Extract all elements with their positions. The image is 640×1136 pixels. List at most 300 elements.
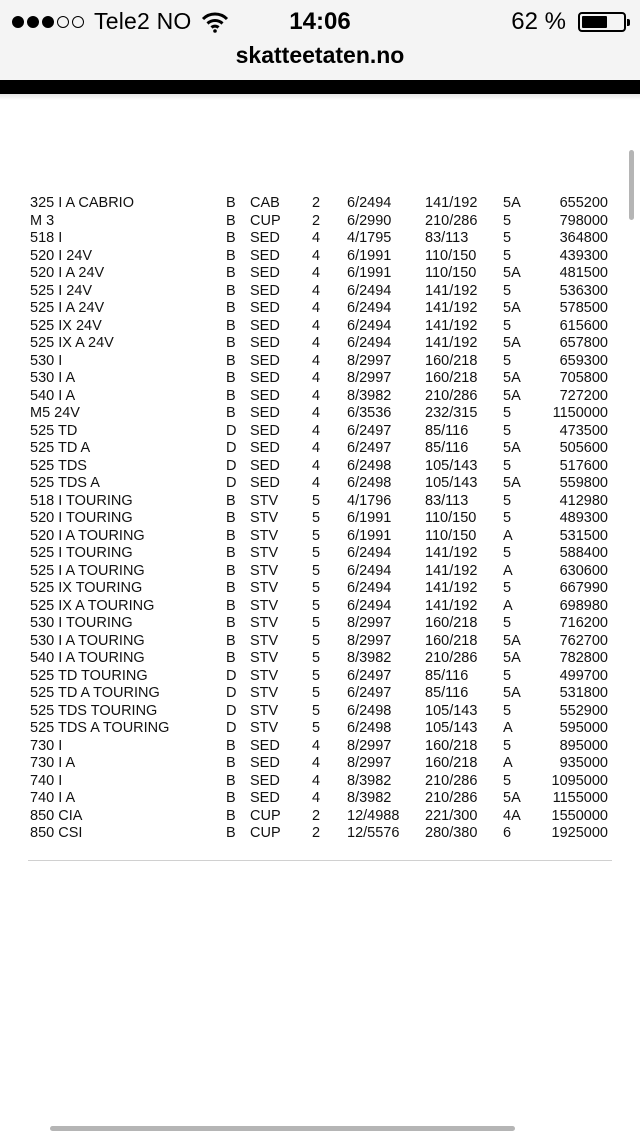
engine-cell: 8/2997 bbox=[347, 615, 392, 631]
model-cell: 540 I A bbox=[30, 387, 76, 404]
doors-cell: 4 bbox=[312, 352, 321, 369]
fuel-cell: B bbox=[226, 317, 236, 334]
model-cell: 730 I A bbox=[30, 755, 76, 771]
model-cell: 525 TDS TOURING bbox=[30, 702, 158, 719]
doors-cell: 4 bbox=[312, 335, 321, 351]
doors-cell: 5 bbox=[312, 580, 321, 596]
power-cell: 105/143 bbox=[425, 720, 478, 736]
table-row bbox=[30, 458, 610, 476]
gearbox-cell: 5A bbox=[503, 440, 521, 456]
price-cell: 762700 bbox=[559, 632, 608, 649]
power-cell: 210/286 bbox=[425, 212, 478, 229]
price-table bbox=[30, 195, 610, 843]
doors-cell: 5 bbox=[312, 492, 321, 509]
power-cell: 105/143 bbox=[425, 457, 478, 474]
price-cell: 659300 bbox=[559, 352, 608, 369]
fuel-cell: B bbox=[226, 580, 236, 596]
price-cell: 798000 bbox=[559, 212, 608, 229]
gearbox-cell: 5A bbox=[503, 387, 521, 404]
body-cell: STV bbox=[250, 702, 279, 719]
table-row bbox=[30, 738, 610, 756]
engine-cell: 6/2494 bbox=[347, 317, 392, 334]
gearbox-cell: 5 bbox=[503, 422, 512, 439]
table-row bbox=[30, 633, 610, 651]
fuel-cell: D bbox=[226, 702, 237, 719]
doors-cell: 4 bbox=[312, 317, 321, 334]
engine-cell: 6/1991 bbox=[347, 527, 392, 544]
fuel-cell: B bbox=[226, 615, 236, 631]
table-row bbox=[30, 388, 610, 406]
status-bar bbox=[0, 0, 640, 42]
gearbox-cell: 5A bbox=[503, 790, 521, 806]
doors-cell: 5 bbox=[312, 702, 321, 719]
price-cell: 481500 bbox=[559, 265, 608, 281]
gearbox-cell: 5A bbox=[503, 300, 521, 316]
model-cell: 525 I 24V bbox=[30, 282, 93, 299]
power-cell: 141/192 bbox=[425, 317, 478, 334]
body-cell: SED bbox=[250, 440, 280, 456]
model-cell: 740 I bbox=[30, 772, 63, 789]
gearbox-cell: 5A bbox=[503, 195, 521, 211]
gearbox-cell: A bbox=[503, 755, 513, 771]
fuel-cell: B bbox=[226, 300, 236, 316]
engine-cell: 6/2494 bbox=[347, 597, 392, 614]
engine-cell: 8/3982 bbox=[347, 790, 392, 806]
model-cell: 520 I A 24V bbox=[30, 265, 105, 281]
price-cell: 578500 bbox=[559, 300, 608, 316]
doors-cell: 2 bbox=[312, 195, 321, 211]
doors-cell: 4 bbox=[312, 475, 321, 491]
engine-cell: 6/3536 bbox=[347, 405, 392, 421]
power-cell: 160/218 bbox=[425, 755, 478, 771]
model-cell: 520 I TOURING bbox=[30, 510, 133, 526]
price-cell: 657800 bbox=[559, 335, 608, 351]
doors-cell: 4 bbox=[312, 387, 321, 404]
engine-cell: 8/3982 bbox=[347, 772, 392, 789]
engine-cell: 6/2497 bbox=[347, 422, 392, 439]
fuel-cell: B bbox=[226, 597, 236, 614]
price-cell: 698980 bbox=[559, 597, 608, 614]
model-cell: 530 I A TOURING bbox=[30, 632, 145, 649]
table-row bbox=[30, 335, 610, 353]
doors-cell: 4 bbox=[312, 772, 321, 789]
table-row bbox=[30, 213, 610, 231]
table-row bbox=[30, 510, 610, 528]
power-cell: 210/286 bbox=[425, 772, 478, 789]
doors-cell: 2 bbox=[312, 212, 321, 229]
fuel-cell: B bbox=[226, 335, 236, 351]
engine-cell: 6/2494 bbox=[347, 562, 392, 579]
model-cell: 525 IX 24V bbox=[30, 317, 102, 334]
power-cell: 210/286 bbox=[425, 790, 478, 806]
table-row bbox=[30, 318, 610, 336]
engine-cell: 6/2494 bbox=[347, 335, 392, 351]
body-cell: STV bbox=[250, 720, 279, 736]
power-cell: 110/150 bbox=[425, 265, 477, 281]
doors-cell: 4 bbox=[312, 282, 321, 299]
table-row bbox=[30, 405, 610, 423]
fuel-cell: D bbox=[226, 685, 237, 701]
body-cell: CUP bbox=[250, 825, 281, 841]
model-cell: 525 TDS A bbox=[30, 475, 100, 491]
body-cell: SED bbox=[250, 475, 280, 491]
vertical-scrollbar[interactable] bbox=[629, 150, 634, 220]
table-row bbox=[30, 563, 610, 581]
model-cell: 525 IX A 24V bbox=[30, 335, 114, 351]
body-cell: STV bbox=[250, 527, 279, 544]
battery-percentage: 62 % bbox=[511, 8, 566, 35]
engine-cell: 8/2997 bbox=[347, 370, 392, 386]
price-cell: 727200 bbox=[559, 387, 608, 404]
model-cell: 525 IX A TOURING bbox=[30, 597, 155, 614]
engine-cell: 8/2997 bbox=[347, 737, 392, 754]
table-row bbox=[30, 755, 610, 773]
model-cell: 525 TD A bbox=[30, 440, 91, 456]
engine-cell: 4/1795 bbox=[347, 230, 392, 246]
fuel-cell: B bbox=[226, 790, 236, 806]
model-cell: 530 I bbox=[30, 352, 63, 369]
doors-cell: 4 bbox=[312, 737, 321, 754]
gearbox-cell: 5 bbox=[503, 772, 512, 789]
doors-cell: 4 bbox=[312, 265, 321, 281]
body-cell: SED bbox=[250, 317, 280, 334]
doors-cell: 4 bbox=[312, 457, 321, 474]
doors-cell: 5 bbox=[312, 562, 321, 579]
table-row bbox=[30, 370, 610, 388]
carrier-name: Tele2 NO bbox=[94, 8, 192, 34]
fuel-cell: D bbox=[226, 720, 237, 736]
body-cell: SED bbox=[250, 247, 280, 264]
engine-cell: 6/2497 bbox=[347, 440, 392, 456]
gearbox-cell: 5 bbox=[503, 405, 512, 421]
price-cell: 531500 bbox=[559, 527, 608, 544]
doors-cell: 4 bbox=[312, 422, 321, 439]
doors-cell: 5 bbox=[312, 615, 321, 631]
gearbox-cell: 5 bbox=[503, 282, 512, 299]
fuel-cell: B bbox=[226, 405, 236, 421]
model-cell: 520 I A TOURING bbox=[30, 527, 145, 544]
engine-cell: 12/5576 bbox=[347, 825, 400, 841]
body-cell: STV bbox=[250, 545, 279, 561]
model-cell: 525 TD bbox=[30, 422, 78, 439]
fuel-cell: D bbox=[226, 457, 237, 474]
table-row bbox=[30, 773, 610, 791]
power-cell: 141/192 bbox=[425, 335, 478, 351]
fuel-cell: B bbox=[226, 282, 236, 299]
body-cell: SED bbox=[250, 282, 280, 299]
gearbox-cell: 5 bbox=[503, 492, 512, 509]
table-row bbox=[30, 650, 610, 668]
gearbox-cell: 5 bbox=[503, 317, 512, 334]
price-cell: 895000 bbox=[559, 737, 608, 754]
power-cell: 232/315 bbox=[425, 405, 478, 421]
fuel-cell: B bbox=[226, 492, 236, 509]
engine-cell: 6/2494 bbox=[347, 545, 392, 561]
model-cell: 730 I bbox=[30, 737, 63, 754]
engine-cell: 6/2494 bbox=[347, 282, 392, 299]
gearbox-cell: 5 bbox=[503, 580, 512, 596]
battery-level bbox=[582, 16, 607, 28]
doors-cell: 5 bbox=[312, 685, 321, 701]
price-cell: 531800 bbox=[559, 685, 608, 701]
gearbox-cell: 5 bbox=[503, 212, 512, 229]
body-cell: SED bbox=[250, 790, 280, 806]
body-cell: STV bbox=[250, 562, 279, 579]
gearbox-cell: 5A bbox=[503, 475, 521, 491]
table-row bbox=[30, 230, 610, 248]
power-cell: 110/150 bbox=[425, 510, 477, 526]
model-cell: 850 CIA bbox=[30, 807, 83, 824]
body-cell: SED bbox=[250, 422, 280, 439]
table-row bbox=[30, 720, 610, 738]
url-text[interactable]: skatteetaten.no bbox=[235, 42, 405, 68]
table-row bbox=[30, 528, 610, 546]
power-cell: 85/116 bbox=[425, 685, 469, 701]
table-row bbox=[30, 493, 610, 511]
engine-cell: 6/2990 bbox=[347, 212, 392, 229]
price-cell: 615600 bbox=[559, 317, 608, 334]
power-cell: 85/116 bbox=[425, 422, 469, 439]
price-cell: 1925000 bbox=[551, 825, 608, 841]
price-cell: 473500 bbox=[559, 422, 608, 439]
gearbox-cell: A bbox=[503, 527, 513, 544]
gearbox-cell: 5 bbox=[503, 702, 512, 719]
table-row bbox=[30, 790, 610, 808]
model-cell: 525 TDS bbox=[30, 457, 87, 474]
model-cell: 525 TD A TOURING bbox=[30, 685, 160, 701]
table-row bbox=[30, 423, 610, 441]
doors-cell: 4 bbox=[312, 790, 321, 806]
engine-cell: 6/2497 bbox=[347, 667, 392, 684]
power-cell: 280/380 bbox=[425, 825, 478, 841]
gearbox-cell: A bbox=[503, 597, 513, 614]
price-cell: 559800 bbox=[559, 475, 608, 491]
model-cell: 525 TDS A TOURING bbox=[30, 720, 170, 736]
doors-cell: 2 bbox=[312, 807, 321, 824]
power-cell: 83/113 bbox=[425, 492, 469, 509]
fuel-cell: B bbox=[226, 825, 236, 841]
power-cell: 83/113 bbox=[425, 230, 469, 246]
table-row bbox=[30, 248, 610, 266]
price-cell: 412980 bbox=[559, 492, 608, 509]
table-divider bbox=[28, 860, 612, 861]
price-cell: 588400 bbox=[559, 545, 608, 561]
price-cell: 667990 bbox=[559, 580, 608, 596]
engine-cell: 8/3982 bbox=[347, 387, 392, 404]
gearbox-cell: 5 bbox=[503, 737, 512, 754]
doors-cell: 5 bbox=[312, 527, 321, 544]
model-cell: 525 TD TOURING bbox=[30, 667, 148, 684]
model-cell: 325 I A CABRIO bbox=[30, 195, 134, 211]
body-cell: CUP bbox=[250, 807, 281, 824]
table-row bbox=[30, 283, 610, 301]
power-cell: 141/192 bbox=[425, 195, 478, 211]
price-cell: 782800 bbox=[559, 650, 608, 666]
engine-cell: 12/4988 bbox=[347, 807, 400, 824]
body-cell: STV bbox=[250, 615, 279, 631]
fuel-cell: B bbox=[226, 650, 236, 666]
model-cell: 525 I A TOURING bbox=[30, 562, 145, 579]
doors-cell: 5 bbox=[312, 632, 321, 649]
engine-cell: 6/2494 bbox=[347, 195, 392, 211]
price-cell: 489300 bbox=[559, 510, 608, 526]
price-cell: 1095000 bbox=[551, 772, 608, 789]
price-cell: 505600 bbox=[559, 440, 608, 456]
price-cell: 1150000 bbox=[552, 405, 608, 421]
doors-cell: 5 bbox=[312, 510, 321, 526]
table-row bbox=[30, 615, 610, 633]
doors-cell: 4 bbox=[312, 300, 321, 316]
body-cell: SED bbox=[250, 335, 280, 351]
engine-cell: 8/2997 bbox=[347, 755, 392, 771]
fuel-cell: B bbox=[226, 772, 236, 789]
power-cell: 141/192 bbox=[425, 580, 478, 596]
table-row bbox=[30, 580, 610, 598]
model-cell: 850 CSI bbox=[30, 825, 83, 841]
price-cell: 552900 bbox=[559, 702, 608, 719]
engine-cell: 6/2498 bbox=[347, 457, 392, 474]
body-cell: STV bbox=[250, 685, 279, 701]
engine-cell: 8/2997 bbox=[347, 632, 392, 649]
price-cell: 517600 bbox=[559, 457, 608, 474]
price-cell: 536300 bbox=[559, 282, 608, 299]
gearbox-cell: 6 bbox=[503, 825, 512, 841]
price-cell: 1155000 bbox=[552, 790, 608, 806]
gearbox-cell: 5 bbox=[503, 457, 512, 474]
gearbox-cell: 5 bbox=[503, 230, 512, 246]
doors-cell: 4 bbox=[312, 405, 321, 421]
body-cell: SED bbox=[250, 265, 280, 281]
table-row bbox=[30, 475, 610, 493]
fuel-cell: B bbox=[226, 195, 236, 211]
body-cell: STV bbox=[250, 650, 279, 666]
body-cell: SED bbox=[250, 300, 280, 316]
engine-cell: 8/3982 bbox=[347, 650, 392, 666]
fuel-cell: B bbox=[226, 352, 236, 369]
power-cell: 141/192 bbox=[425, 282, 478, 299]
horizontal-scrollbar[interactable] bbox=[50, 1126, 515, 1131]
fuel-cell: D bbox=[226, 667, 237, 684]
power-cell: 160/218 bbox=[425, 632, 478, 649]
gearbox-cell: 5 bbox=[503, 352, 512, 369]
body-cell: STV bbox=[250, 492, 279, 509]
table-row bbox=[30, 808, 610, 826]
engine-cell: 6/1991 bbox=[347, 510, 392, 526]
model-cell: 740 I A bbox=[30, 790, 76, 806]
body-cell: SED bbox=[250, 387, 280, 404]
power-cell: 160/218 bbox=[425, 615, 478, 631]
body-cell: SED bbox=[250, 457, 280, 474]
price-cell: 595000 bbox=[559, 720, 608, 736]
body-cell: STV bbox=[250, 597, 279, 614]
model-cell: 540 I A TOURING bbox=[30, 650, 145, 666]
engine-cell: 4/1796 bbox=[347, 492, 392, 509]
table-row bbox=[30, 195, 610, 213]
gearbox-cell: 5A bbox=[503, 632, 521, 649]
gearbox-cell: 5A bbox=[503, 335, 521, 351]
model-cell: 520 I 24V bbox=[30, 247, 93, 264]
doors-cell: 4 bbox=[312, 440, 321, 456]
price-cell: 655200 bbox=[559, 195, 608, 211]
doors-cell: 4 bbox=[312, 755, 321, 771]
power-cell: 141/192 bbox=[425, 562, 478, 579]
engine-cell: 6/1991 bbox=[347, 247, 392, 264]
table-row bbox=[30, 300, 610, 318]
price-cell: 439300 bbox=[559, 247, 608, 264]
toolbar-shadow bbox=[0, 94, 640, 100]
engine-cell: 6/2498 bbox=[347, 720, 392, 736]
fuel-cell: B bbox=[226, 265, 236, 281]
engine-cell: 6/2494 bbox=[347, 580, 392, 596]
gearbox-cell: 5A bbox=[503, 370, 521, 386]
engine-cell: 6/2497 bbox=[347, 685, 392, 701]
power-cell: 110/150 bbox=[425, 527, 477, 544]
fuel-cell: B bbox=[226, 387, 236, 404]
engine-cell: 6/1991 bbox=[347, 265, 392, 281]
price-cell: 364800 bbox=[559, 230, 608, 246]
gearbox-cell: 5A bbox=[503, 685, 521, 701]
model-cell: 525 IX TOURING bbox=[30, 580, 143, 596]
doors-cell: 4 bbox=[312, 230, 321, 246]
fuel-cell: D bbox=[226, 475, 237, 491]
body-cell: STV bbox=[250, 667, 279, 684]
engine-cell: 6/2494 bbox=[347, 300, 392, 316]
model-cell: 525 I A 24V bbox=[30, 300, 105, 316]
power-cell: 141/192 bbox=[425, 545, 478, 561]
table-row bbox=[30, 353, 610, 371]
power-cell: 210/286 bbox=[425, 650, 478, 666]
table-row bbox=[30, 825, 610, 843]
address-bar[interactable] bbox=[0, 42, 640, 80]
table-row bbox=[30, 703, 610, 721]
power-cell: 110/150 bbox=[425, 247, 477, 264]
model-cell: 525 I TOURING bbox=[30, 545, 133, 561]
doors-cell: 5 bbox=[312, 667, 321, 684]
body-cell: STV bbox=[250, 632, 279, 649]
power-cell: 105/143 bbox=[425, 702, 478, 719]
model-cell: M5 24V bbox=[30, 405, 80, 421]
table-row bbox=[30, 265, 610, 283]
table-row bbox=[30, 685, 610, 703]
power-cell: 221/300 bbox=[425, 807, 478, 824]
price-cell: 630600 bbox=[559, 562, 608, 579]
clock: 14:06 bbox=[289, 8, 351, 35]
price-cell: 1550000 bbox=[551, 807, 608, 824]
gearbox-cell: 5A bbox=[503, 265, 521, 281]
body-cell: STV bbox=[250, 510, 279, 526]
doors-cell: 2 bbox=[312, 825, 321, 841]
fuel-cell: B bbox=[226, 230, 236, 246]
engine-cell: 6/2498 bbox=[347, 475, 392, 491]
fuel-cell: B bbox=[226, 807, 236, 824]
table-row bbox=[30, 545, 610, 563]
battery-icon bbox=[578, 12, 626, 32]
fuel-cell: B bbox=[226, 247, 236, 264]
power-cell: 141/192 bbox=[425, 597, 478, 614]
gearbox-cell: A bbox=[503, 720, 513, 736]
engine-cell: 8/2997 bbox=[347, 352, 392, 369]
gearbox-cell: 4A bbox=[503, 807, 521, 824]
power-cell: 160/218 bbox=[425, 737, 478, 754]
body-cell: SED bbox=[250, 230, 280, 246]
price-cell: 705800 bbox=[559, 370, 608, 386]
body-cell: SED bbox=[250, 772, 280, 789]
gearbox-cell: 5A bbox=[503, 650, 521, 666]
gearbox-cell: 5 bbox=[503, 247, 512, 264]
body-cell: CAB bbox=[250, 195, 280, 211]
body-cell: SED bbox=[250, 352, 280, 369]
gearbox-cell: 5 bbox=[503, 667, 512, 684]
